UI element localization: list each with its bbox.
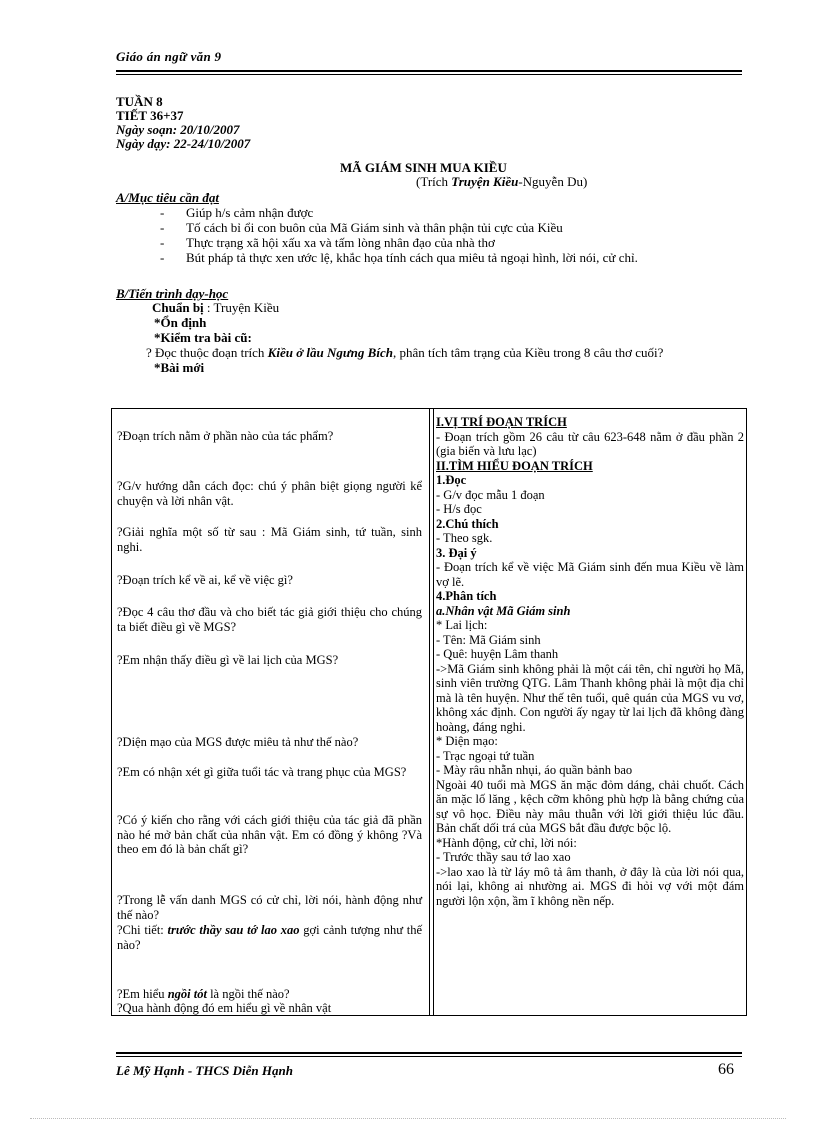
notes-heading: 2.Chú thích: [436, 516, 499, 531]
question-detail: [117, 923, 422, 952]
footer-author: Lê Mỹ Hạnh - THCS Diễn Hạnh: [116, 1063, 293, 1078]
actions-line: - Trước thầy sau tớ lao xao: [436, 850, 571, 864]
appearance-dress: - Mày râu nhẵn nhụi, áo quần bảnh bao: [436, 763, 633, 777]
question-intro: ?Đọc 4 câu thơ đầu và cho biết tác giả giới thiệu cho chúng ta biết điều gì về MGS?: [117, 605, 422, 634]
answers-column: [436, 415, 744, 908]
appearance-label: * Diện mạo:: [436, 734, 498, 748]
subtitle-work: Truyện Kiều: [451, 174, 519, 189]
origin-home: - Quê: huyện Lâm thanh: [436, 647, 559, 661]
question-nature: ?Có ý kiến cho rằng với cách giới thiệu của tác giả đã phần nào hé mở bản chất của nhân vật. Em có đồng ý không ?Và theo em đó là bản chất gì?: [117, 813, 422, 856]
objective-item: - Bút pháp tả thực xen ước lệ, khắc họa tính cách qua miêu tả ngoại hình, lời nói, cử chỉ.: [160, 250, 750, 265]
lesson-label: TIẾT 36+37: [116, 108, 184, 123]
footer-rule: [116, 1052, 742, 1054]
lesson-meta: [116, 95, 250, 151]
prep-line: [116, 300, 746, 315]
document-subtitle: [416, 174, 587, 190]
header-rule-thin: [116, 74, 742, 75]
table-divider-double: [433, 409, 434, 1015]
reading-heading: 1.Đọc: [436, 473, 467, 487]
objectives-heading: A/Mục tiêu cần đạt: [116, 190, 219, 205]
objectives-list: [160, 205, 750, 265]
objective-item: - Tố cách bỉ ổi con buôn của Mã Giám sinh và thân phận tủi cực của Kiều: [160, 220, 750, 235]
question-vocab: ?Giải nghĩa một số từ sau : Mã Giám sinh, tứ tuần, sinh nghi.: [117, 525, 422, 554]
section-analysis-heading: II.TÌM HIỂU ĐOẠN TRÍCH: [436, 458, 593, 473]
notes-answer: - Theo sgk.: [436, 531, 493, 545]
actions-label: *Hành động, cử chỉ, lời nói:: [436, 835, 577, 850]
position-answer: - Đoạn trích gồm 26 câu từ câu 623-648 nằm ở đầu phần 2 (gia biến và lưu lạc): [436, 429, 744, 458]
subtitle-suffix: -Nguyễn Du): [518, 174, 588, 189]
date-taught: Ngày dạy: 22-24/10/2007: [116, 136, 251, 151]
summary-heading: 3. Đại ý: [436, 545, 477, 560]
document-title: MÃ GIÁM SINH MUA KIỀU: [340, 160, 507, 175]
character-heading: a.Nhân vật Mã Giám sinh: [436, 603, 571, 618]
question-character: ?Qua hành động đó em hiểu gì về nhân vật: [117, 1001, 332, 1015]
page-edge: [30, 1118, 786, 1119]
question-gestures: ?Trong lễ vấn danh MGS có cử chỉ, lời nói, hành động như thế nào?: [117, 893, 422, 922]
question-sitting: [117, 987, 422, 1002]
question-suffix: , phân tích tâm trạng của Kiều trong 8 câu thơ cuối?: [392, 345, 664, 360]
subtitle-prefix: (Trích: [416, 174, 452, 189]
sitting-suffix: là ngồi thế nào?: [206, 987, 290, 1001]
detail-prefix: ?Chi tiết:: [117, 923, 168, 937]
question-summary: ?Đoạn trích kể về ai, kể về việc gì?: [117, 573, 293, 587]
process-block: [116, 300, 746, 375]
header-rule: [116, 70, 742, 72]
analysis-heading: 4.Phân tích: [436, 589, 497, 603]
old-lesson-question: [116, 345, 746, 360]
lesson-table: [111, 408, 747, 1016]
appearance-note: Ngoài 40 tuổi mà MGS ăn mặc đỏm dáng, chải chuốt. Cách ăn mặc lố lăng , kệch cỡm không phù hợp là bằng chứng của sự vô học. Điều này mâu thuẫn với lời giới thiệu lúc đầu. Bản chất dối trá của MGS bắt đầu được bộc lộ.: [436, 777, 744, 835]
question-origin: ?Em nhận thấy điều gì về lai lịch của MGS?: [117, 653, 339, 667]
question-reading: ?G/v hướng dẫn cách đọc: chú ý phân biệt giọng người kể chuyện và lời nhân vật.: [117, 479, 422, 508]
origin-label: * Lai lịch:: [436, 618, 488, 632]
detail-quote: trước thầy sau tớ lao xao: [167, 923, 300, 937]
question-age-dress: ?Em có nhận xét gì giữa tuổi tác và trang phục của MGS?: [117, 765, 407, 779]
prep-value: : Truyện Kiều: [206, 300, 280, 315]
origin-note: ->Mã Giám sinh không phải là một cái tên, chỉ người họ Mã, sinh viên trường QTG. Lâm Thanh không phải là một địa chỉ mà là tên huyện. Như thế tên tuổi, quê quán của MGS vu vơ, không xác định. Con người ấy ngay từ lai lịch đã không đàng hoàng, đáng nghi.: [436, 661, 744, 734]
week-label: TUẦN 8: [116, 94, 163, 109]
objective-item: - Thực trạng xã hội xấu xa và tấm lòng nhân đạo của nhà thơ: [160, 235, 750, 250]
summary-answer: - Đoạn trích kể về việc Mã Giám sinh đến mua Kiều về làm vợ lẽ.: [436, 560, 744, 589]
objective-item: - Giúp h/s cảm nhận được: [160, 205, 750, 220]
question-position: ?Đoạn trích nằm ở phần nào của tác phẩm?: [117, 429, 334, 443]
question-prefix: ? Đọc thuộc đoạn trích: [146, 345, 268, 360]
actions-note: ->lao xao là từ láy mô tả âm thanh, ở đây là của lời nói qua, nói lại, không ai nhường ai. MGS đi hỏi vợ với một đám người lộn xộn, ầm ĩ không nền nếp.: [436, 864, 744, 908]
detail-suffix: gợi cảnh tượng như thế nào?: [117, 923, 422, 952]
stabilize-line: *Ổn định: [154, 315, 207, 330]
sitting-quote: ngồi tót: [167, 987, 207, 1001]
date-prepared: Ngày soạn: 20/10/2007: [116, 122, 240, 137]
section-position-heading: I.VỊ TRÍ ĐOẠN TRÍCH: [436, 415, 567, 429]
footer-rule-thin: [116, 1056, 742, 1057]
check-old-line: *Kiểm tra bài cũ:: [154, 330, 252, 345]
origin-name: - Tên: Mã Giám sinh: [436, 632, 541, 647]
process-heading: B/Tiến trình dạy-học: [116, 286, 229, 301]
appearance-age: - Trạc ngoại tứ tuần: [436, 748, 535, 763]
question-work: Kiều ở lầu Ngưng Bích: [267, 345, 393, 360]
reading-student: - H/s đọc: [436, 502, 482, 516]
reading-teacher: - G/v đọc mẫu 1 đoạn: [436, 487, 545, 502]
header-title: Giáo án ngữ văn 9: [116, 49, 222, 64]
table-divider: [429, 409, 430, 1015]
new-lesson-line: *Bài mới: [154, 360, 205, 375]
prep-label: Chuẩn bị: [152, 300, 204, 315]
page-number: 66: [718, 1061, 734, 1078]
sitting-prefix: ?Em hiểu: [117, 987, 168, 1001]
question-appearance: ?Diện mạo của MGS được miêu tả như thế nào?: [117, 735, 359, 749]
